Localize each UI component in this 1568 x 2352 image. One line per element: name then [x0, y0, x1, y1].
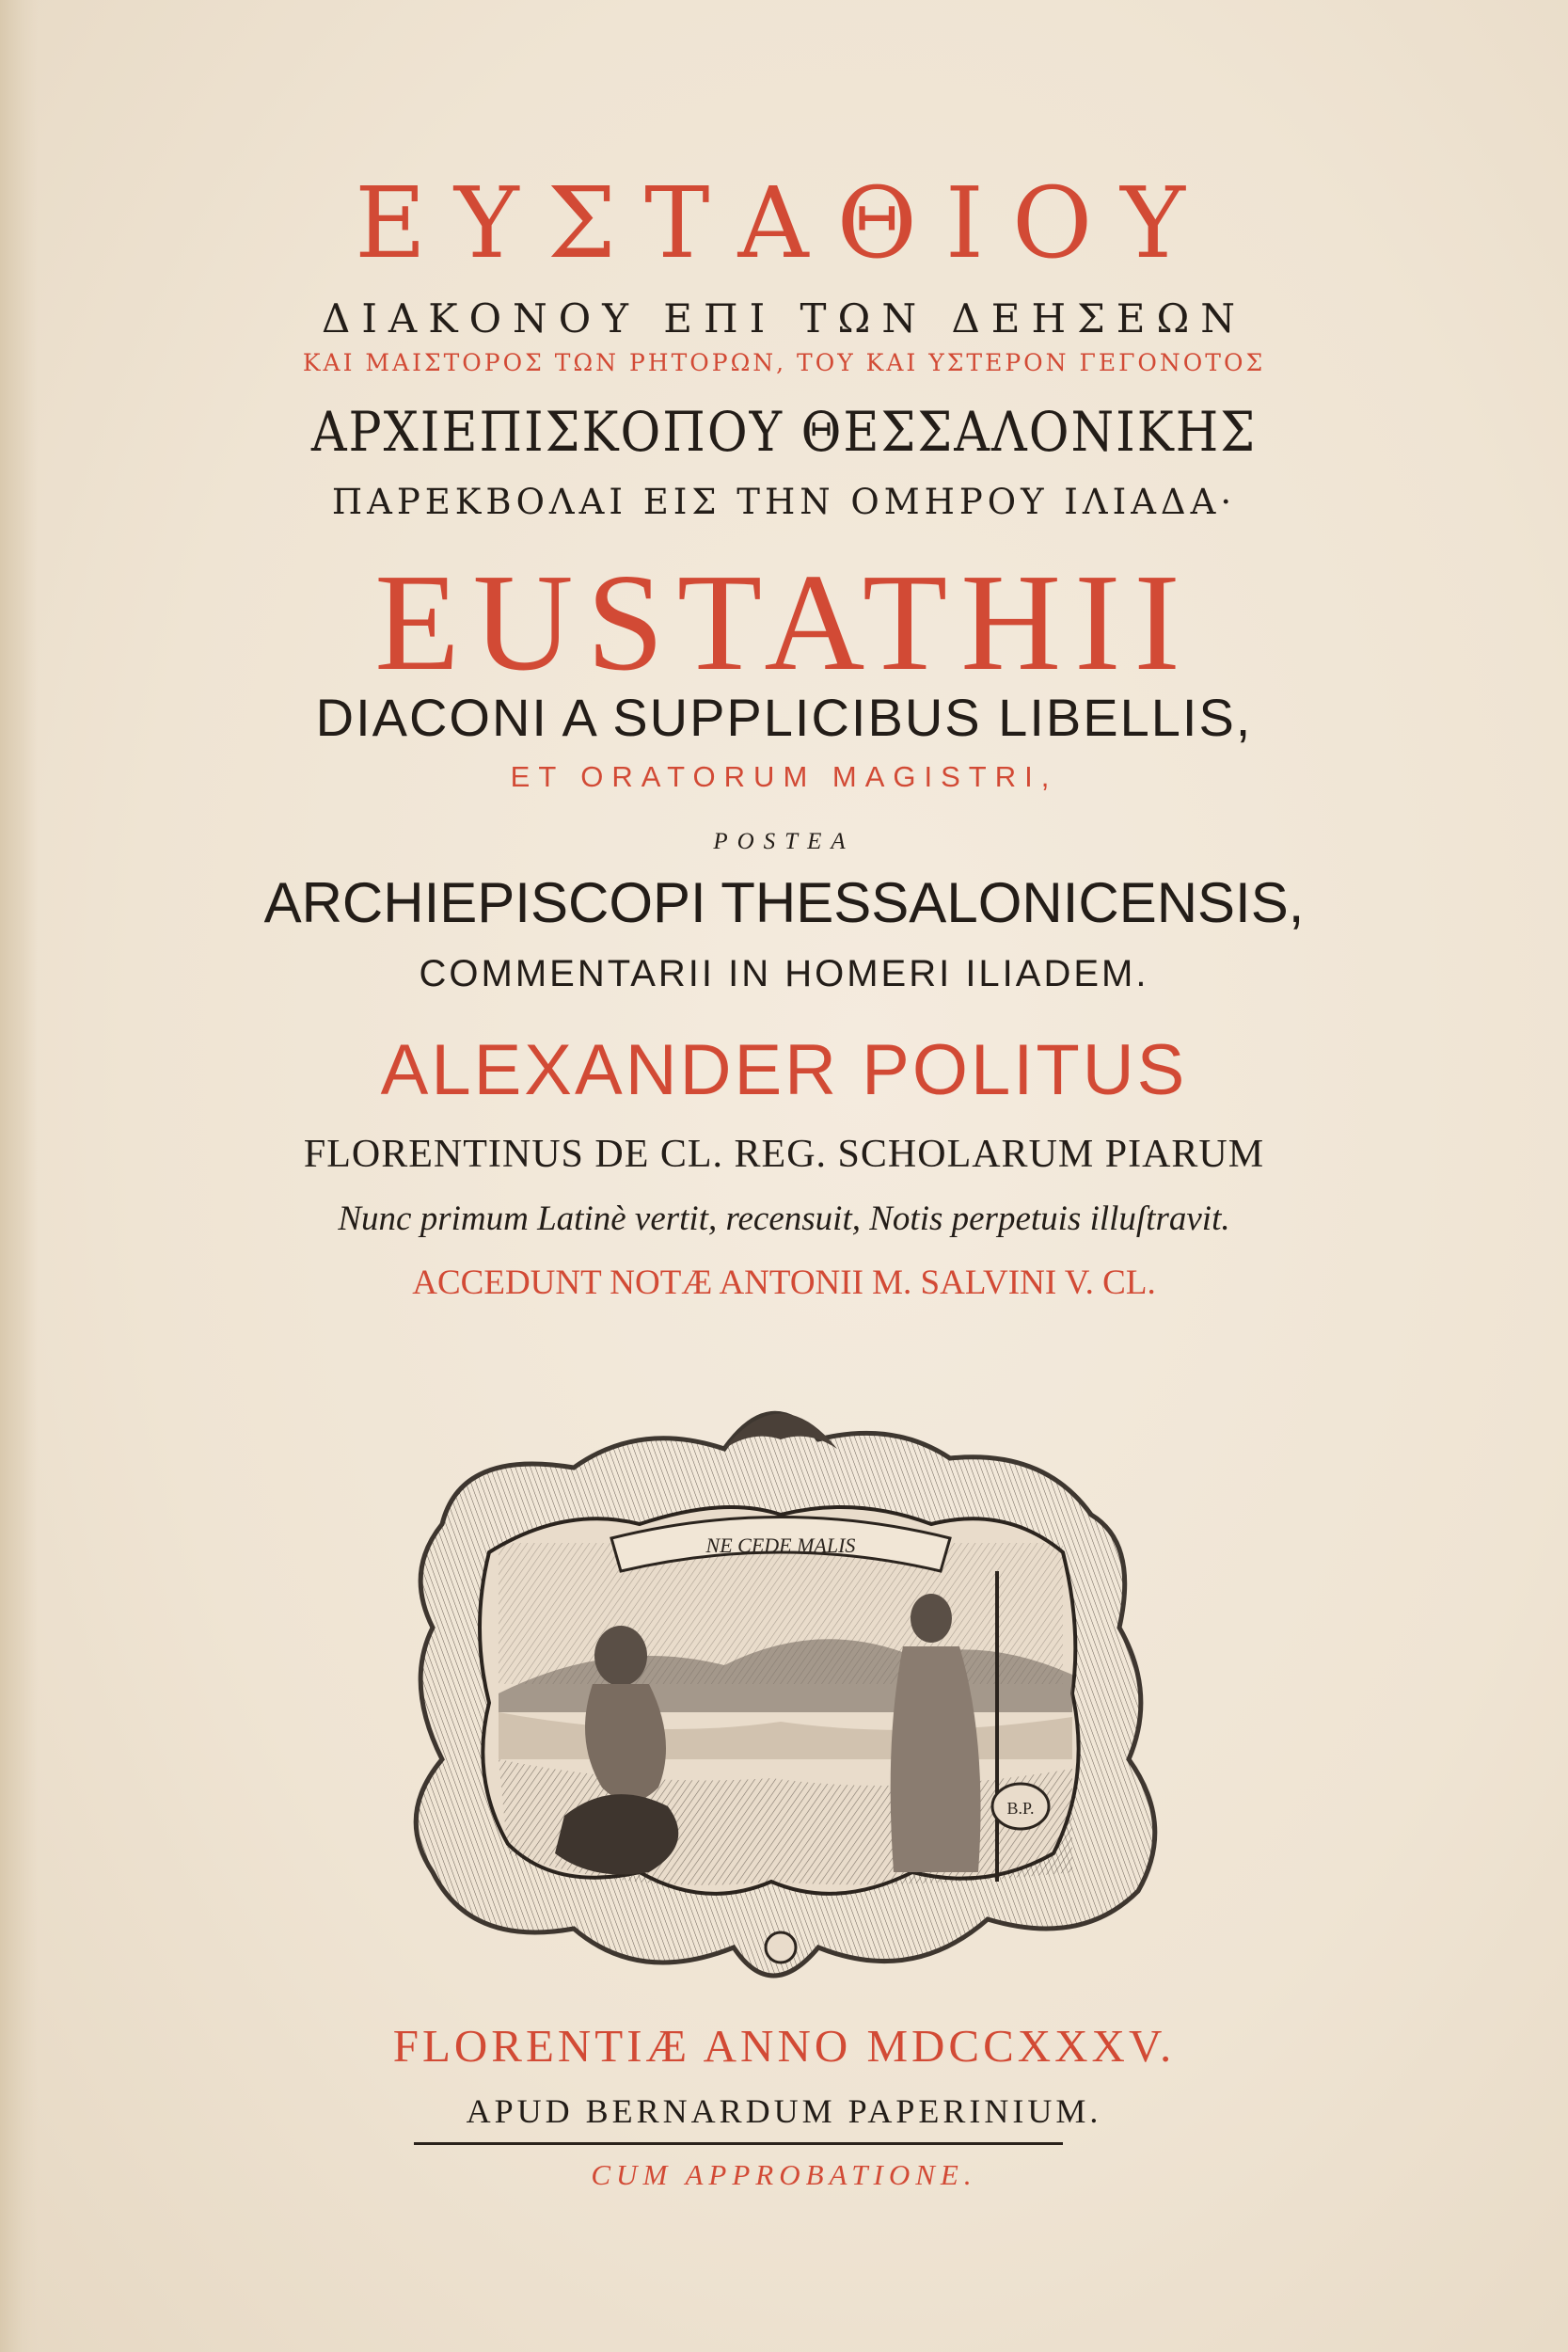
imprint-approval: CUM APPROBATIONE. [591, 2158, 977, 2191]
greek-line-2: ΔΙΑΚΟΝΟΥ ΕΠΙ ΤΩΝ ΔΕΗΣΕΩΝ [321, 295, 1247, 342]
latin-line-2: DIACONI A SUPPLICIBUS LIBELLIS, [315, 688, 1253, 747]
editor-line: FLORENTINUS DE CL. REG. SCHOLARUM PIARUM [303, 1133, 1265, 1176]
latin-line-5: ARCHIEPISCOPI THESSALONICENSIS, [263, 871, 1305, 934]
notes-line: ACCEDUNT NOTÆ ANTONII M. SALVINI V. CL. [412, 1263, 1156, 1302]
editor-note: Nunc primum Latinè vertit, recensuit, Notis perpetuis illuſtravit. [338, 1200, 1230, 1238]
imprint-printer: APUD BERNARDUM PAPERINIUM. [466, 2092, 1102, 2130]
latin-author-name: EUSTATHII [374, 546, 1194, 700]
greek-line-3: ΚΑΙ ΜΑΙΣΤΟΡΟΣ ΤΩΝ ΡΗΤΟΡΩΝ, ΤΟΥ ΚΑΙ ΥΣΤΕΡΟΝ ΓΕΓΟΝΟΤΟΣ [302, 349, 1266, 376]
greek-line-5: ΠΑΡΕΚΒΟΛΑΙ ΕΙΣ ΤΗΝ ΟΜΗΡΟΥ ΙΛΙΑΔΑ· [331, 482, 1237, 522]
imprint-rule [414, 2142, 1063, 2145]
greek-line-4: ΑΡΧΙΕΠΙΣΚΟΠΟΥ ΘΕΣΣΑΛΟΝΙΚΗΣ [310, 400, 1258, 464]
printers-device-vignette [329, 1383, 1251, 2004]
greek-author-name: ΕΥΣΤΑΘΙΟΥ [355, 166, 1213, 280]
latin-line-3: ET ORATORUM MAGISTRI, [510, 760, 1058, 793]
editor-name: ALEXANDER POLITUS [380, 1030, 1188, 1110]
shield-monogram: B.P. [1006, 1799, 1035, 1818]
imprint-place-year: FLORENTIÆ ANNO MDCCXXXV. [392, 2020, 1176, 2072]
latin-line-4: POSTEA [713, 829, 855, 854]
latin-line-6: COMMENTARII IN HOMERI ILIADEM. [419, 953, 1149, 994]
banner-motto: NE CEDE MALIS [705, 1534, 856, 1557]
